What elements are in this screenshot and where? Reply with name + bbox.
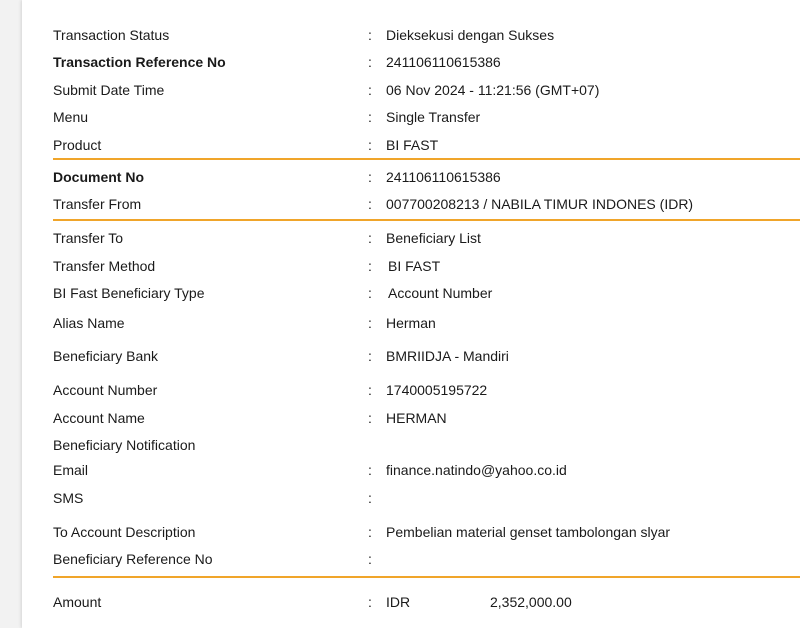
row-bi-fast-beneficiary-type [22,283,800,305]
beneficiary-reference-no-label: Beneficiary Reference No [53,551,213,567]
row-document-no [22,167,800,189]
separator: : [368,382,372,398]
row-to-account-description [22,522,800,544]
separator: : [368,258,372,274]
row-account-number [22,380,800,402]
separator: : [368,285,372,301]
row-transfer-to [22,228,800,250]
account-number-value: 1740005195722 [386,382,488,398]
account-name-label: Account Name [53,410,145,426]
row-beneficiary-reference-no [22,549,800,571]
separator: : [368,410,372,426]
document-no-label: Document No [53,169,144,185]
separator: : [368,82,372,98]
row-amount [22,592,800,614]
separator: : [368,27,372,43]
row-sms [22,488,800,510]
account-number-label: Account Number [53,382,158,398]
transfer-from-value: 007700208213 / NABILA TIMUR INDONES (IDR) [386,196,694,212]
row-transaction-reference-no [22,52,800,74]
submit-date-time-value: 06 Nov 2024 - 11:21:56 (GMT+07) [386,82,600,98]
row-product [22,135,800,157]
row-account-name [22,408,800,430]
product-value: BI FAST [386,137,439,153]
separator: : [368,462,372,478]
separator: : [368,54,372,70]
transfer-to-value: Beneficiary List [386,230,481,246]
separator: : [368,594,372,610]
menu-value: Single Transfer [386,109,481,125]
row-email [22,460,800,482]
row-transaction-status [22,25,800,47]
section-divider [53,219,800,221]
transaction-status-value: Dieksekusi dengan Sukses [386,27,555,43]
transaction-detail-panel [22,0,800,628]
separator: : [368,348,372,364]
transfer-method-label: Transfer Method [53,258,156,274]
amount-label: Amount [53,594,102,610]
beneficiary-bank-label: Beneficiary Bank [53,348,159,364]
document-no-value: 241106110615386 [386,169,501,185]
separator: : [368,524,372,540]
separator: : [368,230,372,246]
row-transfer-method [22,256,800,278]
section-divider [53,576,800,578]
beneficiary-notification-label: Beneficiary Notification [53,437,196,453]
section-divider [53,158,800,160]
email-label: Email [53,462,89,478]
account-name-value: HERMAN [386,410,447,426]
row-beneficiary-bank [22,346,800,368]
alias-name-label: Alias Name [53,315,125,331]
separator: : [368,490,372,506]
transaction-reference-no-value: 241106110615386 [386,54,501,70]
row-transfer-from [22,194,800,216]
separator: : [368,137,372,153]
transaction-reference-no-label: Transaction Reference No [53,54,226,70]
menu-label: Menu [53,109,89,125]
row-alias-name [22,313,800,335]
to-account-description-label: To Account Description [53,524,196,540]
alias-name-value: Herman [386,315,436,331]
separator: : [368,551,372,567]
separator: : [368,109,372,125]
amount-value: 2,352,000.00 [490,594,572,610]
separator: : [368,196,372,212]
row-menu [22,107,800,129]
separator: : [368,169,372,185]
row-beneficiary-notification [22,435,800,457]
transfer-to-label: Transfer To [53,230,124,246]
transfer-from-label: Transfer From [53,196,142,212]
submit-date-time-label: Submit Date Time [53,82,165,98]
beneficiary-bank-value: BMRIIDJA - Mandiri [386,348,509,364]
bi-fast-beneficiary-type-value: Account Number [388,285,493,301]
transfer-method-value: BI FAST [388,258,441,274]
amount-currency: IDR [386,594,411,610]
separator: : [368,315,372,331]
bi-fast-beneficiary-type-label: BI Fast Beneficiary Type [53,285,205,301]
to-account-description-value: Pembelian material genset tambolongan slyar [386,524,671,540]
email-value: finance.natindo@yahoo.co.id [386,462,567,478]
sms-label: SMS [53,490,84,506]
product-label: Product [53,137,102,153]
transaction-status-label: Transaction Status [53,27,170,43]
row-submit-date-time [22,80,800,102]
